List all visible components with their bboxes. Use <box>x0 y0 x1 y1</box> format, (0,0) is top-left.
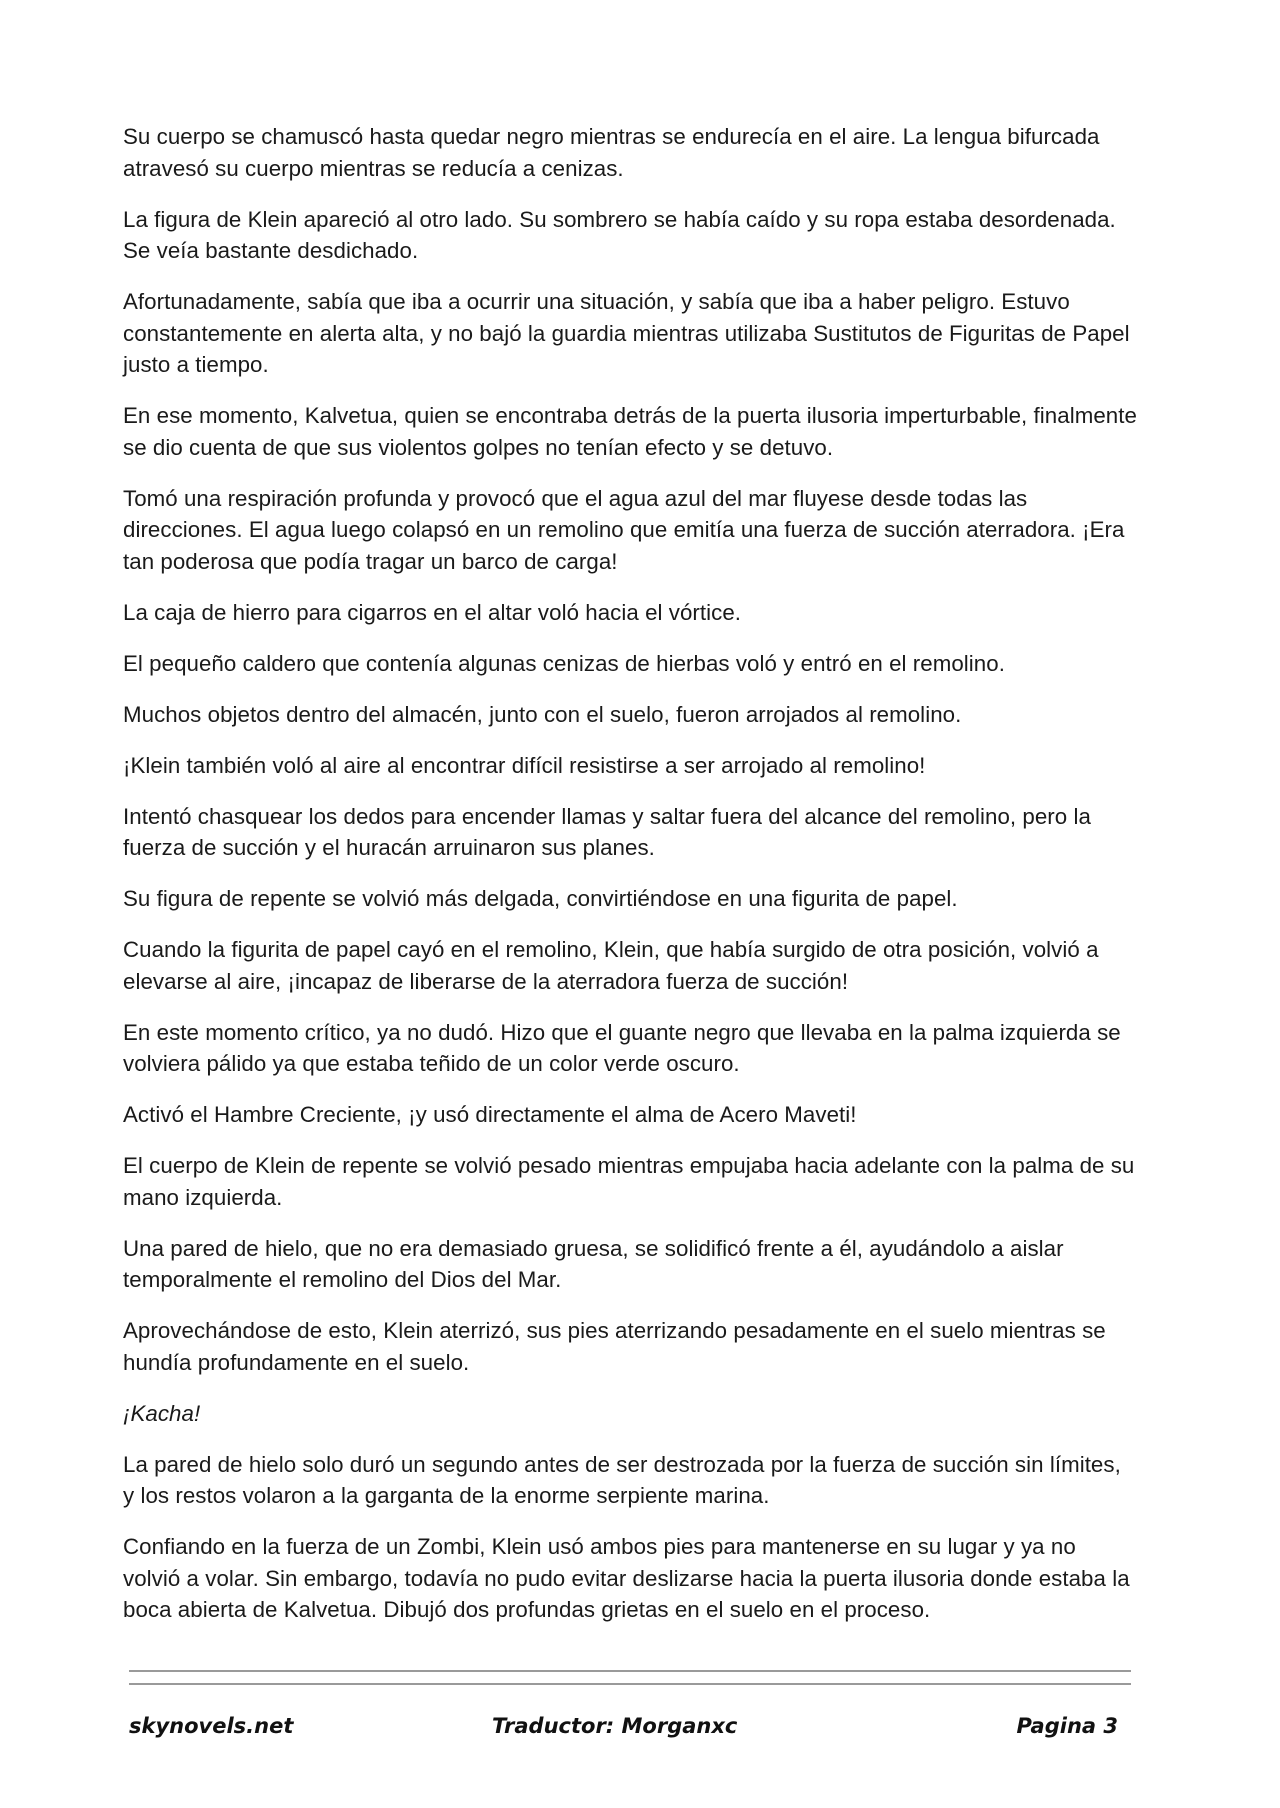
paragraph: Intentó chasquear los dedos para encender llamas y saltar fuera del alcance del remolino, pero la fuerza de succión y el huracán arruinaron sus planes. <box>123 803 1091 860</box>
footer-page-number: Pagina 3 <box>1016 1714 1118 1738</box>
paragraph: Confiando en la fuerza de un Zombi, Klein usó ambos pies para mantenerse en su lugar y ya no volvió a volar. Sin embargo, todavía no pudo evitar deslizarse hacia la puerta ilusoria donde estaba la boca abierta de Kalvetua. Dibujó dos profundas grietas en el suelo en el proceso. <box>123 1534 1130 1622</box>
paragraph: Afortunadamente, sabía que iba a ocurrir una situación, y sabía que iba a haber peligro. Estuvo constantemente en alerta alta, y no bajó la guardia mientras utilizaba Sustitutos de Figuritas de Papel justo a tiempo. <box>123 289 1130 377</box>
paragraph: Aprovechándose de esto, Klein aterrizó, sus pies aterrizando pesadamente en el suelo mientras se hundía profundamente en el suelo. <box>123 1318 1106 1375</box>
paragraph: La caja de hierro para cigarros en el altar voló hacia el vórtice. <box>123 599 742 625</box>
footer-divider-top <box>129 1670 1131 1672</box>
paragraph: El pequeño caldero que contenía algunas cenizas de hierbas voló y entró en el remolino. <box>123 650 1005 676</box>
paragraph: Su cuerpo se chamuscó hasta quedar negro mientras se endurecía en el aire. La lengua bifurcada atravesó su cuerpo mientras se reducía a cenizas. <box>123 124 1100 181</box>
footer-divider-bottom <box>129 1683 1131 1685</box>
paragraph: Una pared de hielo, que no era demasiado gruesa, se solidificó frente a él, ayudándolo a aislar temporalmente el remolino del Dios del Mar. <box>123 1235 1064 1292</box>
paragraph: Muchos objetos dentro del almacén, junto con el suelo, fueron arrojados al remolino. <box>123 701 962 727</box>
paragraph: Cuando la figurita de papel cayó en el remolino, Klein, que había surgido de otra posición, volvió a elevarse al aire, ¡incapaz de liberarse de la aterradora fuerza de succión! <box>123 937 1099 994</box>
paragraph: La pared de hielo solo duró un segundo antes de ser destrozada por la fuerza de succión sin límites, y los restos volaron a la garganta de la enorme serpiente marina. <box>123 1451 1121 1508</box>
paragraph: El cuerpo de Klein de repente se volvió pesado mientras empujaba hacia adelante con la palma de su mano izquierda. <box>123 1153 1135 1210</box>
paragraph: Su figura de repente se volvió más delgada, convirtiéndose en una figurita de papel. <box>123 886 958 911</box>
document-body <box>123 121 1138 1645</box>
paragraph: Activó el Hambre Creciente, ¡y usó directamente el alma de Acero Maveti! <box>123 1102 857 1127</box>
footer-translator: Traductor: Morganxc <box>492 1714 738 1738</box>
paragraph: Tomó una respiración profunda y provocó que el agua azul del mar fluyese desde todas las direcciones. El agua luego colapsó en un remolino que emitía una fuerza de succión aterradora. ¡Era tan poderosa que podía tragar un barco de carga! <box>123 485 1125 574</box>
paragraph: ¡Kacha! <box>123 1400 201 1426</box>
paragraph: En este momento crítico, ya no dudó. Hizo que el guante negro que llevaba en la palma izquierda se volviera pálido ya que estaba teñido de un color verde oscuro. <box>123 1019 1121 1076</box>
paragraph: La figura de Klein apareció al otro lado. Su sombrero se había caído y su ropa estaba desordenada. Se veía bastante desdichado. <box>123 206 1116 263</box>
paragraph: ¡Klein también voló al aire al encontrar difícil resistirse a ser arrojado al remolino! <box>123 752 926 778</box>
footer-site: skynovels.net <box>129 1714 294 1738</box>
paragraph: En ese momento, Kalvetua, quien se encontraba detrás de la puerta ilusoria imperturbable, finalmente se dio cuenta de que sus violentos golpes no tenían efecto y se detuvo. <box>123 403 1137 460</box>
